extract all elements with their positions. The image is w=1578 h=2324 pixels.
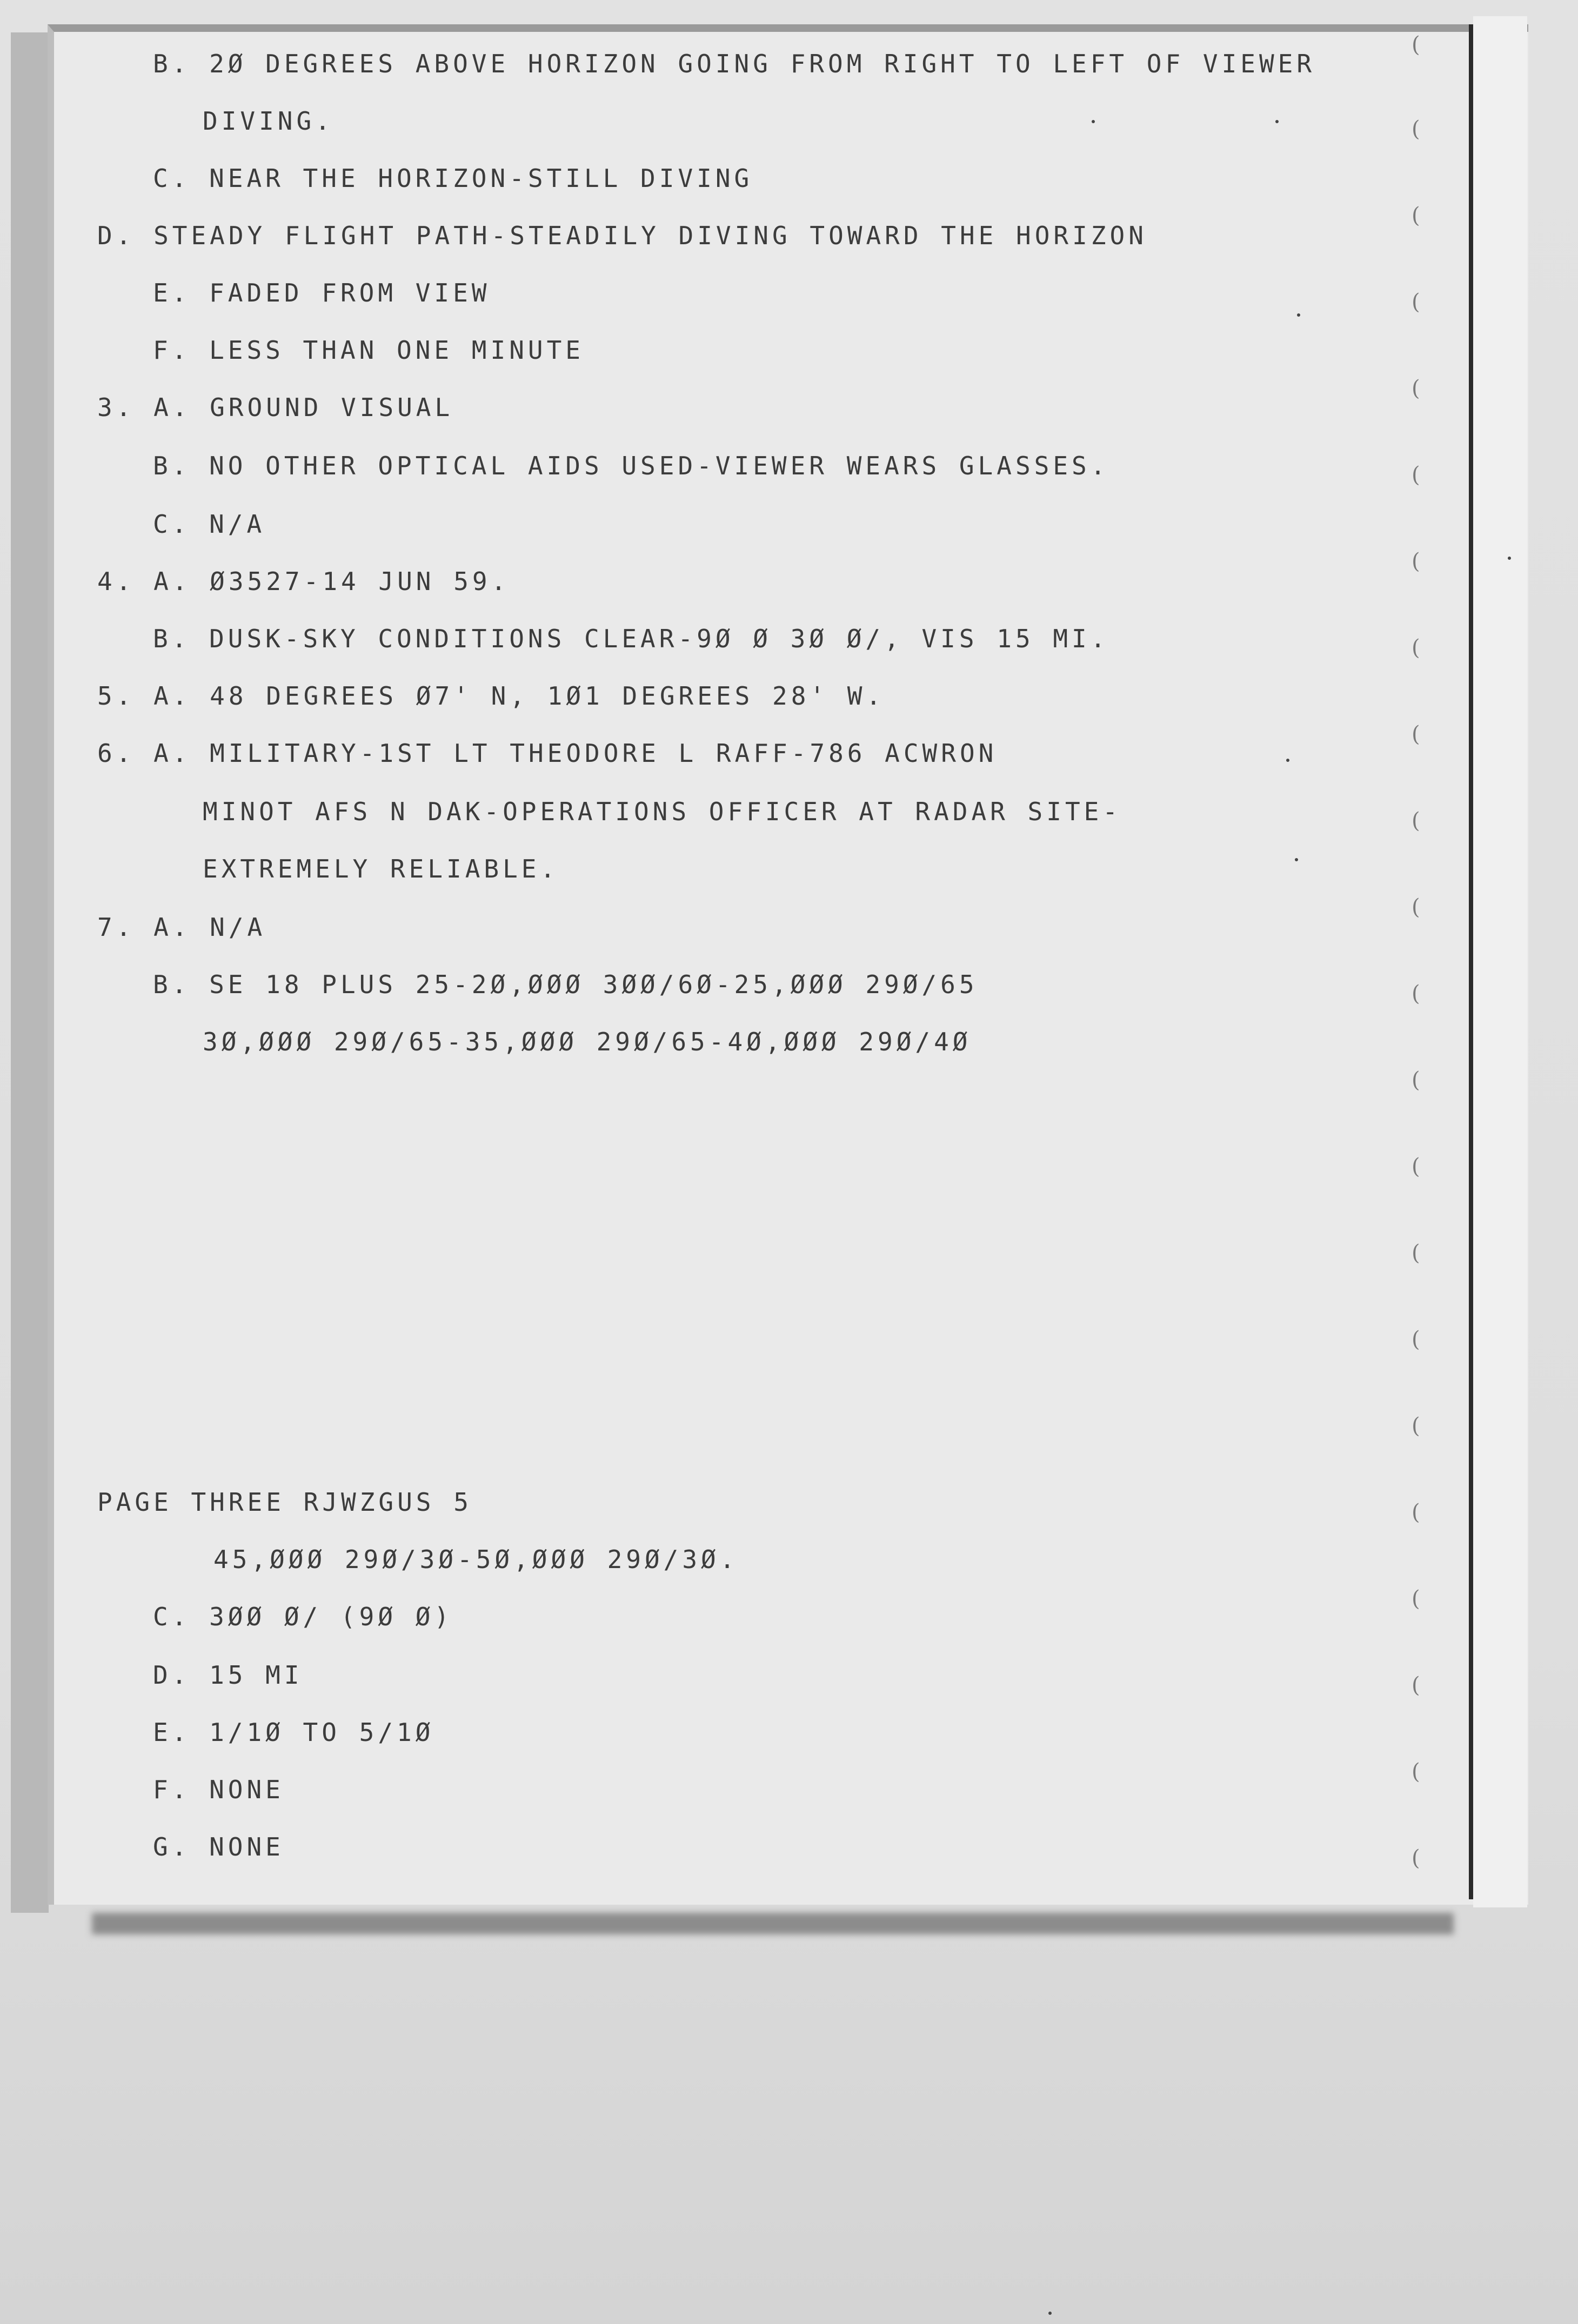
- text-line-item-4b: B. DUSK-SKY CONDITIONS CLEAR-9Ø Ø 3Ø Ø/, VIS 15 MI.: [153, 624, 1109, 653]
- sheet-shadow: [92, 1913, 1454, 1934]
- binding-mark: (: [1412, 895, 1420, 920]
- text-line-item-7b: B. SE 18 PLUS 25-2Ø,ØØØ 3ØØ/6Ø-25,ØØØ 29Ø/65: [153, 970, 978, 999]
- binding-mark: (: [1412, 1759, 1420, 1784]
- page-header: PAGE THREE RJWZGUS 5: [97, 1488, 472, 1517]
- text-line-3-b: B. 2Ø DEGREES ABOVE HORIZON GOING FROM RIGHT TO LEFT OF VIEWER: [153, 49, 1316, 78]
- binding-mark: (: [1412, 635, 1420, 660]
- text-line-7f: F. NONE: [153, 1775, 284, 1804]
- text-line-3-f: F. LESS THAN ONE MINUTE: [153, 336, 584, 365]
- binding-mark: (: [1412, 1673, 1420, 1698]
- binding-mark: (: [1412, 376, 1420, 401]
- film-speck: [1286, 759, 1289, 762]
- text-line-item-6a: 6. A. MILITARY-1ST LT THEODORE L RAFF-786 ACWRON: [97, 739, 998, 768]
- binding-mark: (: [1412, 808, 1420, 833]
- text-line-7d: D. 15 MI: [153, 1660, 303, 1690]
- film-speck: [1297, 313, 1300, 317]
- binding-mark: (: [1412, 1414, 1420, 1438]
- text-line-7e: E. 1/1Ø TO 5/1Ø: [153, 1718, 434, 1747]
- text-line-item-7b-cont: 3Ø,ØØØ 29Ø/65-35,ØØØ 29Ø/65-4Ø,ØØØ 29Ø/4Ø: [203, 1027, 972, 1056]
- binding-mark: (: [1412, 1586, 1420, 1611]
- binding-mark: (: [1412, 1068, 1420, 1093]
- film-speck: [1275, 120, 1279, 123]
- binding-mark: (: [1412, 1500, 1420, 1525]
- binding-mark: (: [1412, 290, 1420, 314]
- text-line-item-3b: B. NO OTHER OPTICAL AIDS USED-VIEWER WEARS GLASSES.: [153, 451, 1109, 480]
- binding-mark: (: [1412, 549, 1420, 574]
- sheet-right-edge: [1469, 24, 1473, 1899]
- binding-mark: (: [1412, 1241, 1420, 1265]
- text-line-item-5a: 5. A. 48 DEGREES Ø7' N, 1Ø1 DEGREES 28' W.: [97, 681, 885, 711]
- film-speck: [1508, 557, 1511, 560]
- text-line-item-6a-cont: MINOT AFS N DAK-OPERATIONS OFFICER AT RADAR SITE-: [203, 797, 1122, 826]
- text-line-item-3a: 3. A. GROUND VISUAL: [97, 393, 454, 422]
- binding-mark: (: [1412, 1154, 1420, 1179]
- film-speck: [1048, 2312, 1052, 2315]
- text-line-item-4a: 4. A. Ø3527-14 JUN 59.: [97, 567, 510, 596]
- binding-mark: (: [1412, 463, 1420, 487]
- text-line-item-7a: 7. A. N/A: [97, 913, 266, 942]
- binding-mark: (: [1412, 117, 1420, 142]
- text-line-7g: G. NONE: [153, 1832, 284, 1861]
- binding-mark: (: [1412, 1846, 1420, 1871]
- text-line-winds-cont: 45,ØØØ 29Ø/3Ø-5Ø,ØØØ 29Ø/3Ø.: [213, 1545, 739, 1574]
- text-line-7c: C. 3ØØ Ø/ (9Ø Ø): [153, 1602, 453, 1631]
- binding-mark: (: [1412, 203, 1420, 228]
- text-line-3-e: E. FADED FROM VIEW: [153, 278, 491, 307]
- binding-mark: (: [1412, 722, 1420, 747]
- page-left-margin: [11, 32, 49, 1913]
- text-line-3-d: D. STEADY FLIGHT PATH-STEADILY DIVING TOWARD THE HORIZON: [97, 221, 1147, 250]
- page-right-margin: [1473, 16, 1527, 1907]
- text-line-item-6a-cont2: EXTREMELY RELIABLE.: [203, 854, 559, 883]
- film-speck: [1295, 858, 1298, 861]
- text-line-item-3c: C. N/A: [153, 510, 266, 539]
- binding-mark: (: [1412, 32, 1420, 57]
- text-line-3-c: C. NEAR THE HORIZON-STILL DIVING: [153, 164, 753, 193]
- binding-mark: (: [1412, 981, 1420, 1006]
- film-speck: [1092, 120, 1095, 123]
- binding-mark: (: [1412, 1327, 1420, 1352]
- text-line-3-b-cont: DIVING.: [203, 106, 334, 136]
